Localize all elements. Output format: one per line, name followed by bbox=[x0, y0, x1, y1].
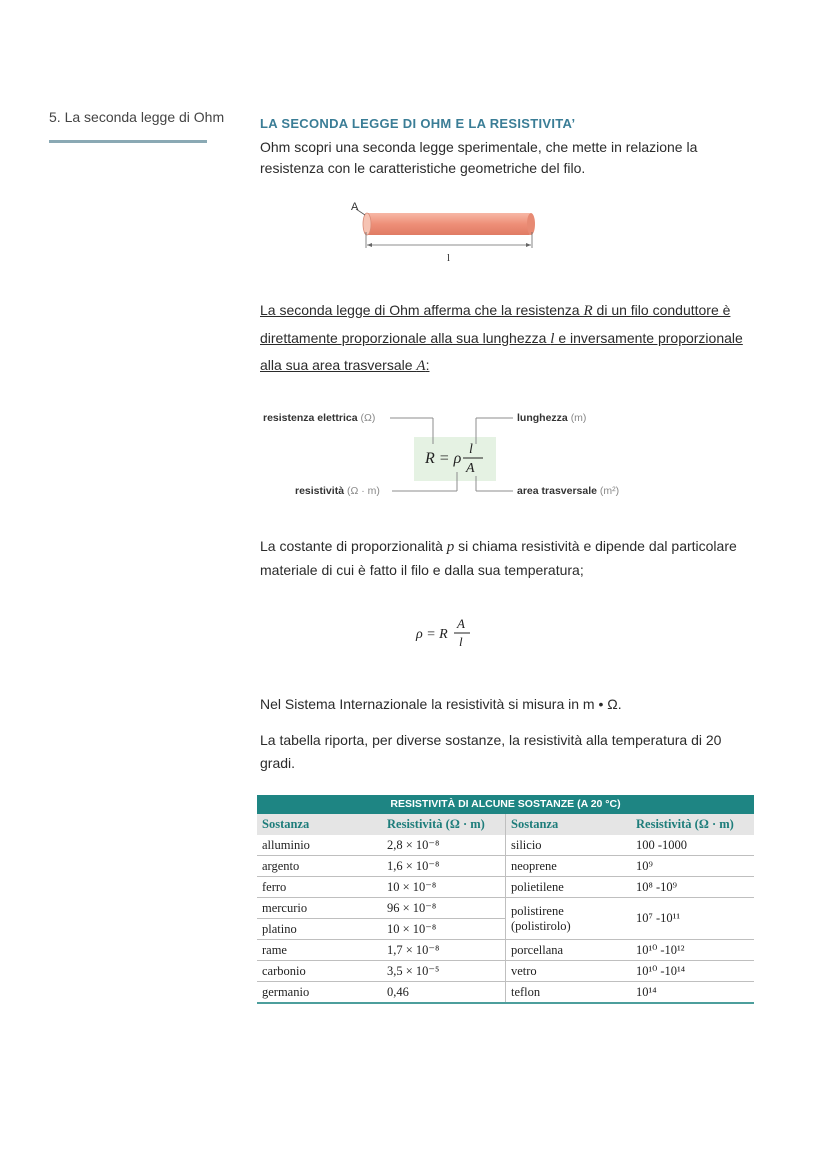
table-cell: argento bbox=[257, 856, 382, 877]
table-cell: 10⁸ -10⁹ bbox=[631, 877, 754, 898]
formula-diagram bbox=[255, 400, 655, 510]
formula-lhs: R = ρ bbox=[425, 450, 462, 467]
table-row bbox=[257, 835, 754, 856]
table-cell: polietilene bbox=[506, 877, 632, 898]
table-cell: mercurio bbox=[257, 898, 382, 919]
resistivity-label: resistività (Ω · m) bbox=[295, 485, 380, 497]
rho-formula-lhs: ρ = R bbox=[416, 627, 448, 642]
table-cell: 100 -1000 bbox=[631, 835, 754, 856]
length-unit-label: lunghezza (m) bbox=[517, 412, 587, 424]
table-cell: rame bbox=[257, 940, 382, 961]
table-cell: 10¹⁰ -10¹⁴ bbox=[631, 961, 754, 982]
table-row bbox=[257, 856, 754, 877]
table-cell: 10¹⁰ -10¹² bbox=[631, 940, 754, 961]
table-cell: platino bbox=[257, 919, 382, 940]
wire-body bbox=[364, 213, 532, 235]
table-cell: teflon bbox=[506, 982, 632, 1004]
table-cell: germanio bbox=[257, 982, 382, 1004]
table-row bbox=[257, 961, 754, 982]
table-cell: 10⁹ bbox=[631, 856, 754, 877]
table-row bbox=[257, 898, 754, 919]
section-underline bbox=[49, 140, 207, 143]
rho-formula-denominator: l bbox=[459, 634, 463, 649]
table-cell: 1,6 × 10⁻⁸ bbox=[382, 856, 506, 877]
ohm-law-statement: La seconda legge di Ohm afferma che la resistenza R di un filo conduttore è direttamente proporzionale alla sua lunghezza l e inversamente proporzionale alla sua area trasversale A: bbox=[260, 302, 743, 374]
col-header-substance: Sostanza bbox=[257, 814, 382, 835]
area-unit-label: area trasversale (m²) bbox=[517, 485, 620, 497]
table-title: RESISTIVITÀ DI ALCUNE SOSTANZE (A 20 °C) bbox=[257, 795, 754, 814]
formula-numerator: l bbox=[469, 442, 473, 457]
table-cell: ferro bbox=[257, 877, 382, 898]
table-cell: 10⁷ -10¹¹ bbox=[631, 898, 754, 940]
wire-end bbox=[527, 213, 535, 235]
table-cell: porcellana bbox=[506, 940, 632, 961]
table-row bbox=[257, 877, 754, 898]
table-cell: carbonio bbox=[257, 961, 382, 982]
col-header-resistivity-2: Resistività (Ω · m) bbox=[631, 814, 754, 835]
table-cell: silicio bbox=[506, 835, 632, 856]
table-cell: 3,5 × 10⁻⁵ bbox=[382, 961, 506, 982]
table-cell: 96 × 10⁻⁸ bbox=[382, 898, 506, 919]
table-cell: alluminio bbox=[257, 835, 382, 856]
table-cell: neoprene bbox=[506, 856, 632, 877]
col-header-substance-2: Sostanza bbox=[506, 814, 632, 835]
table-row bbox=[257, 940, 754, 961]
table-cell: 10¹⁴ bbox=[631, 982, 754, 1004]
resistance-label: resistenza elettrica (Ω) bbox=[263, 412, 376, 424]
si-unit-paragraph: Nel Sistema Internazionale la resistività si misura in m • Ω. bbox=[260, 696, 622, 712]
resistivity-formula bbox=[410, 612, 490, 652]
resistivity-table bbox=[257, 795, 754, 1004]
page-heading: LA SECONDA LEGGE DI OHM E LA RESISTIVITA’ bbox=[260, 116, 576, 131]
intro-paragraph: Ohm scopri una seconda legge sperimentale, che mette in relazione la resistenza con le caratteristiche geometriche del filo. bbox=[260, 139, 698, 176]
table-cell: 0,46 bbox=[382, 982, 506, 1004]
area-label: A bbox=[351, 201, 359, 213]
length-label: l bbox=[447, 252, 451, 264]
table-cell: 10 × 10⁻⁸ bbox=[382, 919, 506, 940]
wire-figure bbox=[340, 196, 550, 266]
rho-formula-numerator: A bbox=[457, 616, 465, 631]
table-intro-paragraph: La tabella riporta, per diverse sostanze, la resistività alla temperatura di 20 gradi. bbox=[260, 732, 722, 771]
resistivity-paragraph: La costante di proporzionalità p si chiama resistività e dipende dal particolare materiale di cui è fatto il filo e dalla sua temperatura; bbox=[260, 538, 737, 578]
table-cell: 1,7 × 10⁻⁸ bbox=[382, 940, 506, 961]
table-cell: polistirene (polistirolo) bbox=[506, 898, 632, 940]
table-row bbox=[257, 982, 754, 1004]
wire-cross-section bbox=[363, 213, 371, 235]
table-cell: 10 × 10⁻⁸ bbox=[382, 877, 506, 898]
section-title: 5. La seconda legge di Ohm bbox=[49, 109, 225, 125]
col-header-resistivity: Resistività (Ω · m) bbox=[382, 814, 506, 835]
formula-denominator: A bbox=[466, 461, 475, 476]
table-header-row bbox=[257, 814, 754, 835]
table-cell: vetro bbox=[506, 961, 632, 982]
table-cell: 2,8 × 10⁻⁸ bbox=[382, 835, 506, 856]
